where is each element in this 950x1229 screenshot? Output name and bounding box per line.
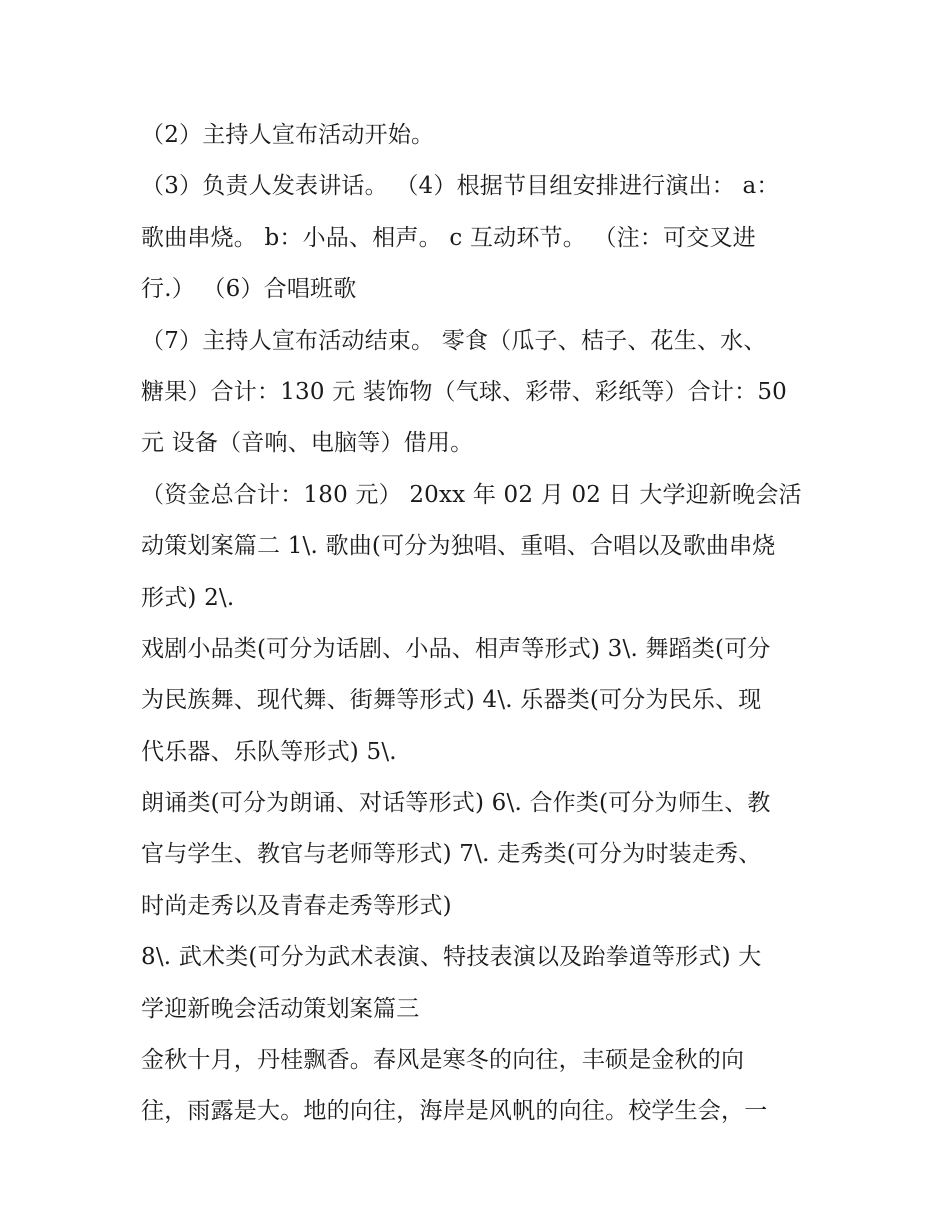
text-line: 为民族舞、现代舞、街舞等形式) 4\. 乐器类(可分为民乐、现 [141,687,762,714]
text-line: 官与学生、教官与老师等形式) 7\. 走秀类(可分为时装走秀、 [141,841,762,868]
text-line: （2）主持人宣布活动开始。 [141,122,435,148]
text-line: 8\. 武术类(可分为武术表演、特技表演以及跆拳道等形式) 大 [141,944,762,971]
document-body [141,110,821,1138]
text-line: 动策划案篇二 1\. 歌曲(可分为独唱、重唱、合唱以及歌曲串烧 [141,533,776,560]
text-line: 金秋十月，丹桂飘香。春风是寒冬的向往，丰硕是金秋的向 [141,1047,745,1074]
text-line: 戏剧小品类(可分为话剧、小品、相声等形式) 3\. 舞蹈类(可分 [141,635,771,662]
text-line: 歌曲串烧。 b：小品、相声。 c 互动环节。 （注：可交叉进 [141,224,756,251]
text-line: 往，雨露是大。地的向往，海岸是风帆的向往。校学生会，一 [141,1098,768,1125]
text-line: 代乐器、乐队等形式) 5\. [141,738,397,765]
text-line: （3）负责人发表讲话。 （4）根据节目组安排进行演出： a： [141,173,780,200]
text-line: 糖果）合计：130 元 装饰物（气球、彩带、彩纸等）合计：50 [141,378,787,405]
text-line: 行.） （6）合唱班歌 [141,276,357,303]
text-line: 形式) 2\. [141,584,235,611]
text-line: 朗诵类(可分为朗诵、对话等形式) 6\. 合作类(可分为师生、教 [141,790,771,817]
text-line: （资金总合计：180 元） 20xx 年 02 月 02 日 大学迎新晚会活 [141,481,802,508]
text-line: 元 设备（音响、电脑等）借用。 [141,430,474,457]
text-line: 学迎新晚会活动策划案篇三 [141,995,420,1022]
text-line: （7）主持人宣布活动结束。 零食（瓜子、桔子、花生、水、 [141,327,767,354]
text-line: 时尚走秀以及青春走秀等形式) [141,892,452,919]
